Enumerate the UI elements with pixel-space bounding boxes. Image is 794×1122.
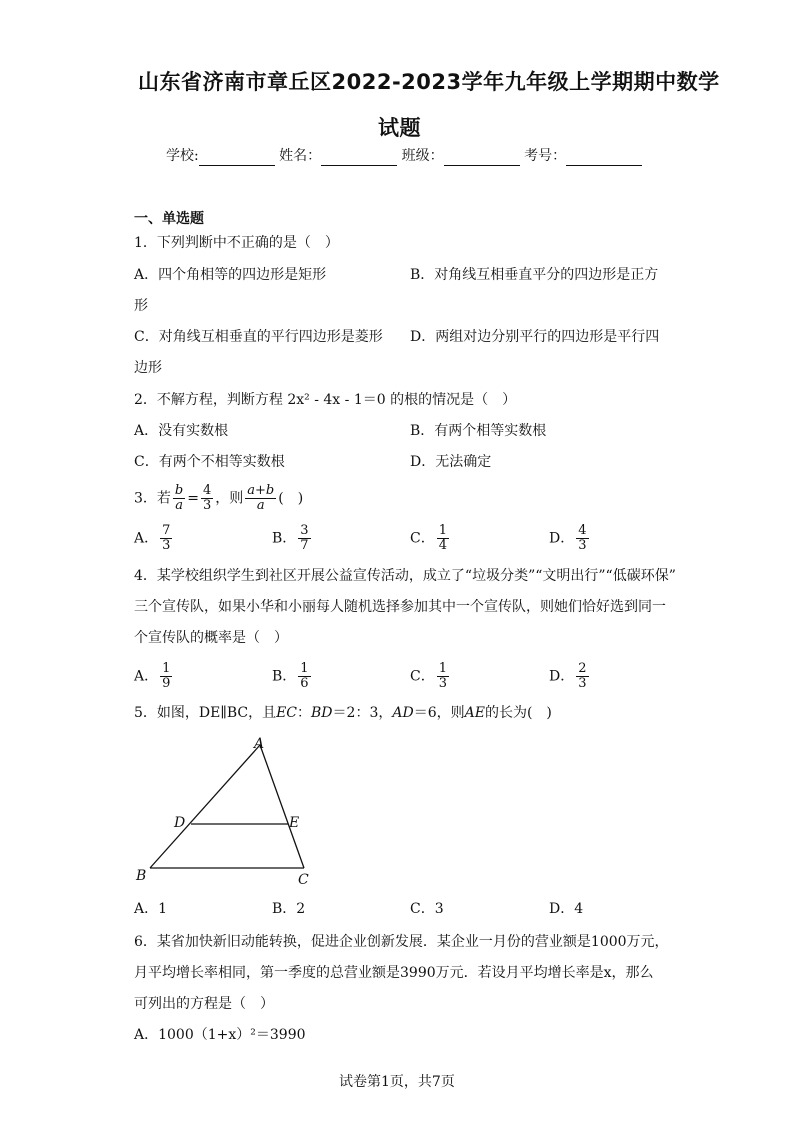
q4-stem-line1: 4．某学校组织学生到社区开展公益宣传活动，成立了“垃圾分类”“文明出行”“低碳环保” xyxy=(134,568,676,584)
page-footer: 试卷第1页，共7页 xyxy=(339,1074,455,1090)
exam-number-blank[interactable] xyxy=(566,151,642,166)
q3-fraction-4-over-3: $\frac{4}{3}$ xyxy=(202,483,212,513)
q5-stem: 5．如图，DE∥BC，且EC：BD＝2：3，AD＝6，则AE的长为( ) xyxy=(134,705,552,721)
q3-option-d: D． $\frac{4}{3}$ xyxy=(549,523,587,553)
q1-option-c: C．对角线互相垂直的平行四边形是菱形 xyxy=(134,329,383,345)
exam-number-label: 考号： xyxy=(524,148,567,164)
side-ab xyxy=(150,745,260,868)
q2-option-d: D．无法确定 xyxy=(410,454,492,470)
q3-equals: = xyxy=(187,490,199,507)
q2-option-c: C．有两个不相等实数根 xyxy=(134,454,285,470)
q3-suffix: ( ) xyxy=(278,490,304,507)
q5-option-c: C．3 xyxy=(410,901,444,917)
q6-stem-line3: 可列出的方程是（ ） xyxy=(134,996,274,1012)
name-label: 姓名： xyxy=(279,148,322,164)
q4-option-b: B． $\frac{1}{6}$ xyxy=(272,661,309,691)
q4-option-c: C． $\frac{1}{3}$ xyxy=(410,661,447,691)
school-blank[interactable] xyxy=(199,151,275,166)
q3-prefix: 3．若 xyxy=(134,490,171,507)
q3-option-c: C． $\frac{1}{4}$ xyxy=(410,523,447,553)
name-blank[interactable] xyxy=(321,151,397,166)
q1-option-b: B．对角线互相垂直平分的四边形是正方 xyxy=(410,267,659,283)
q6-option-a: A．1000（1+x）²＝3990 xyxy=(134,1027,306,1043)
q2-stem: 2．不解方程，判断方程 2x² - 4x - 1＝0 的根的情况是（ ） xyxy=(134,392,517,408)
vertex-label-b: B xyxy=(136,868,147,884)
vertex-label-d: D xyxy=(174,815,186,831)
student-info-line xyxy=(166,146,642,166)
class-blank[interactable] xyxy=(444,151,520,166)
q4-stem-line3: 个宣传队的概率是（ ） xyxy=(134,630,288,646)
page-title-line2: 试题 xyxy=(378,116,421,140)
q3-fraction-target: $\frac{a+b}{a}$ xyxy=(247,483,275,513)
q4-option-a: A． $\frac{1}{9}$ xyxy=(134,661,171,691)
q5-option-b: B．2 xyxy=(272,901,306,917)
q3-option-a: A． $\frac{7}{3}$ xyxy=(134,523,171,553)
q1-option-d-cont: 边形 xyxy=(134,360,162,376)
page-title-line1: 山东省济南市章丘区2022-2023学年九年级上学期期中数学 xyxy=(138,70,720,94)
q1-option-d: D．两组对边分别平行的四边形是平行四 xyxy=(410,329,660,345)
q2-option-b: B．有两个相等实数根 xyxy=(410,423,547,439)
q1-option-b-cont: 形 xyxy=(134,298,148,314)
q1-option-a: A．四个角相等的四边形是矩形 xyxy=(134,267,327,283)
q2-option-a: A．没有实数根 xyxy=(134,423,229,439)
q4-stem-line2: 三个宣传队，如果小华和小丽每人随机选择参加其中一个宣传队，则她们恰好选到同一 xyxy=(134,599,666,615)
school-label: 学校: xyxy=(166,148,199,164)
class-label: 班级： xyxy=(401,148,444,164)
q3-fraction-b-over-a: $\frac{b}{a}$ xyxy=(174,483,184,513)
side-ac xyxy=(260,745,304,868)
q5-option-a: A．1 xyxy=(134,901,168,917)
vertex-label-e: E xyxy=(289,815,300,831)
section-heading: 一、单选题 xyxy=(134,211,204,227)
q1-stem: 1．下列判断中不正确的是（ ） xyxy=(134,235,339,251)
vertex-label-a: A xyxy=(254,736,265,752)
q3-then: ，则 xyxy=(215,490,244,507)
q3-stem xyxy=(134,484,303,513)
q6-stem-line1: 6．某省加快新旧动能转换，促进企业创新发展．某企业一月份的营业额是1000万元， xyxy=(134,934,669,950)
q4-option-d: D． $\frac{2}{3}$ xyxy=(549,661,587,691)
q5-option-d: D．4 xyxy=(549,901,584,917)
vertex-label-c: C xyxy=(298,872,309,888)
triangle-figure xyxy=(128,730,318,890)
q6-stem-line2: 月平均增长率相同，第一季度的总营业额是3990万元．若设月平均增长率是x，那么 xyxy=(134,965,654,981)
q3-option-b: B． $\frac{3}{7}$ xyxy=(272,523,309,553)
